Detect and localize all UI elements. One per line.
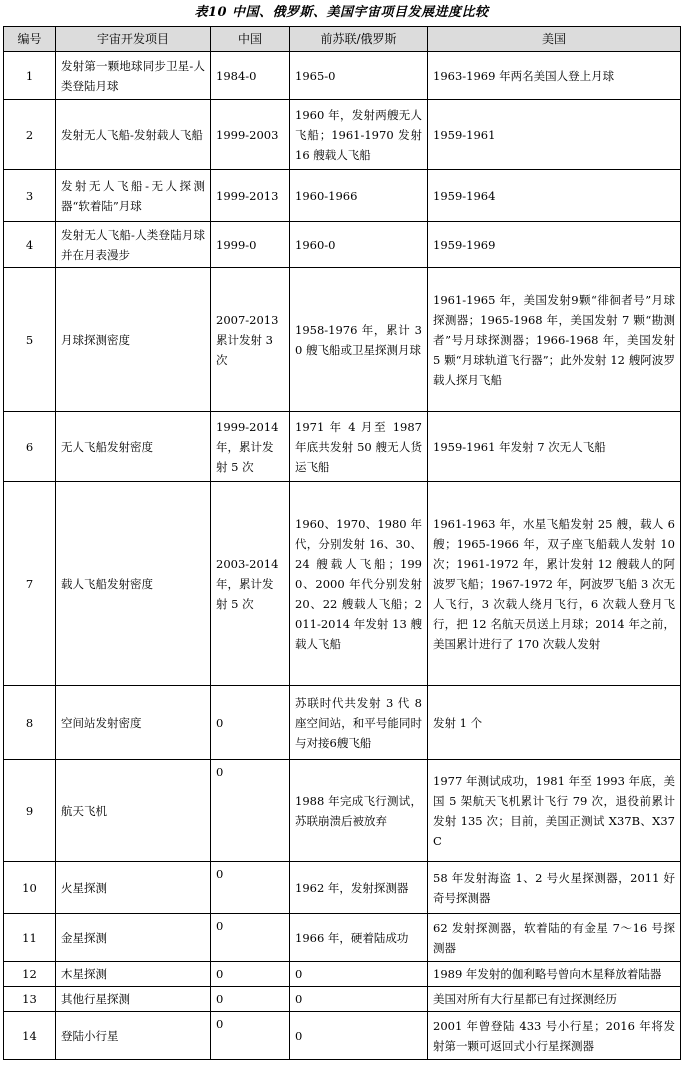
row-usa: 1989 年发射的伽利略号曾向木星释放着陆器 xyxy=(428,962,681,987)
row-project: 航天飞机 xyxy=(56,760,211,862)
table-row xyxy=(4,987,681,1012)
row-number: 1 xyxy=(4,52,56,100)
table-row xyxy=(4,760,681,862)
table-row xyxy=(4,686,681,760)
row-russia: 1965-0 xyxy=(290,52,428,100)
row-usa: 1961-1963 年，水星飞船发射 25 艘，载人 6 艘；1965-1966 年，双子座飞船载人发射 10 次；1961-1972 年，累计发射 12 艘载人的阿波罗飞船；1967-1972 年，阿波罗飞船 3 次无人飞行，3 次载人绕月飞行，6 次载人登月飞行，把 12 名航天员送上月球；2014 年之前，美国累计进行了 170 次载人发射 xyxy=(428,482,681,686)
header-number: 编号 xyxy=(4,27,56,52)
row-project: 空间站发射密度 xyxy=(56,686,211,760)
row-project: 发射无人飞船-无人探测器“软着陆”月球 xyxy=(56,170,211,222)
table-row xyxy=(4,482,681,686)
row-usa: 62 发射探测器，软着陆的有金星 7～16 号探测器 xyxy=(428,914,681,962)
row-china: 0 xyxy=(211,914,290,962)
row-number: 2 xyxy=(4,100,56,170)
row-usa: 1959-1961 年发射 7 次无人飞船 xyxy=(428,412,681,482)
row-china: 2007-2013 累计发射 3 次 xyxy=(211,268,290,412)
row-russia: 1971 年 4 月至 1987 年底共发射 50 艘无人货运飞船 xyxy=(290,412,428,482)
table-row xyxy=(4,1012,681,1060)
row-project: 发射无人飞船-发射载人飞船 xyxy=(56,100,211,170)
row-project: 火星探测 xyxy=(56,862,211,914)
row-project: 其他行星探测 xyxy=(56,987,211,1012)
row-usa: 1963-1969 年两名美国人登上月球 xyxy=(428,52,681,100)
row-china: 1999-0 xyxy=(211,222,290,268)
row-project: 无人飞船发射密度 xyxy=(56,412,211,482)
table-row xyxy=(4,862,681,914)
table-row xyxy=(4,100,681,170)
row-number: 9 xyxy=(4,760,56,862)
row-number: 5 xyxy=(4,268,56,412)
row-number: 14 xyxy=(4,1012,56,1060)
table-row xyxy=(4,412,681,482)
header-project: 宇宙开发项目 xyxy=(56,27,211,52)
row-russia: 1988 年完成飞行测试，苏联崩溃后被放弃 xyxy=(290,760,428,862)
row-project: 发射第一颗地球同步卫星-人类登陆月球 xyxy=(56,52,211,100)
row-project: 发射无人飞船-人类登陆月球并在月表漫步 xyxy=(56,222,211,268)
row-russia: 1960-1966 xyxy=(290,170,428,222)
header-row xyxy=(4,27,681,52)
row-usa: 1959-1969 xyxy=(428,222,681,268)
row-china: 0 xyxy=(211,987,290,1012)
row-project: 木星探测 xyxy=(56,962,211,987)
header-russia: 前苏联/俄罗斯 xyxy=(290,27,428,52)
table-row xyxy=(4,170,681,222)
row-project: 月球探测密度 xyxy=(56,268,211,412)
header-china: 中国 xyxy=(211,27,290,52)
row-china: 1984-0 xyxy=(211,52,290,100)
row-project: 金星探测 xyxy=(56,914,211,962)
row-number: 12 xyxy=(4,962,56,987)
row-china: 2003-2014 年，累计发射 5 次 xyxy=(211,482,290,686)
row-usa: 美国对所有大行星都已有过探测经历 xyxy=(428,987,681,1012)
table-row xyxy=(4,268,681,412)
row-russia: 苏联时代共发射 3 代 8 座空间站，和平号能同时与对接6艘飞船 xyxy=(290,686,428,760)
row-usa: 1959-1964 xyxy=(428,170,681,222)
row-usa: 发射 1 个 xyxy=(428,686,681,760)
row-russia: 0 xyxy=(290,987,428,1012)
table-row xyxy=(4,52,681,100)
row-china: 0 xyxy=(211,962,290,987)
header-usa: 美国 xyxy=(428,27,681,52)
row-russia: 1962 年，发射探测器 xyxy=(290,862,428,914)
row-russia: 1960、1970、1980 年代，分别发射 16、30、24 艘载人飞船；1990、2000 年代分别发射 20、22 艘载人飞船；2011-2014 年发射 13 艘载人飞船 xyxy=(290,482,428,686)
row-china: 1999-2003 xyxy=(211,100,290,170)
row-number: 4 xyxy=(4,222,56,268)
table-row xyxy=(4,914,681,962)
row-usa: 1961-1965 年，美国发射9颗“徘徊者号”月球探测器；1965-1968 年，美国发射 7 颗“勘测者”号月球探测器；1966-1968 年，美国发射 5 颗“月球轨道飞行器”；此外发射 12 艘阿波罗载人探月飞船 xyxy=(428,268,681,412)
row-russia: 1958-1976 年，累计 30 艘飞船或卫星探测月球 xyxy=(290,268,428,412)
row-china: 0 xyxy=(211,862,290,914)
row-number: 10 xyxy=(4,862,56,914)
row-russia: 1960-0 xyxy=(290,222,428,268)
table-caption: 表10 中国、俄罗斯、美国宇宙项目发展进度比较 xyxy=(194,5,489,20)
row-russia: 0 xyxy=(290,1012,428,1060)
row-usa: 2001 年曾登陆 433 号小行星；2016 年将发射第一颗可返回式小行星探测器 xyxy=(428,1012,681,1060)
row-china: 1999-2014 年，累计发射 5 次 xyxy=(211,412,290,482)
row-number: 6 xyxy=(4,412,56,482)
row-russia: 1960 年，发射两艘无人飞船；1961-1970 发射 16 艘载人飞船 xyxy=(290,100,428,170)
row-china: 0 xyxy=(211,1012,290,1060)
row-number: 8 xyxy=(4,686,56,760)
row-usa: 1977 年测试成功，1981 年至 1993 年底，美国 5 架航天飞机累计飞行 79 次，退役前累计发射 135 次；目前，美国正测试 X37B、X37C xyxy=(428,760,681,862)
row-number: 11 xyxy=(4,914,56,962)
table-row xyxy=(4,962,681,987)
row-number: 3 xyxy=(4,170,56,222)
row-china: 0 xyxy=(211,686,290,760)
row-usa: 58 年发射海盗 1、2 号火星探测器，2011 好奇号探测器 xyxy=(428,862,681,914)
row-russia: 0 xyxy=(290,962,428,987)
row-project: 载人飞船发射密度 xyxy=(56,482,211,686)
comparison-table xyxy=(3,26,681,1060)
row-number: 7 xyxy=(4,482,56,686)
row-china: 0 xyxy=(211,760,290,862)
table-row xyxy=(4,222,681,268)
row-china: 1999-2013 xyxy=(211,170,290,222)
row-project: 登陆小行星 xyxy=(56,1012,211,1060)
row-russia: 1966 年，硬着陆成功 xyxy=(290,914,428,962)
row-number: 13 xyxy=(4,987,56,1012)
row-usa: 1959-1961 xyxy=(428,100,681,170)
